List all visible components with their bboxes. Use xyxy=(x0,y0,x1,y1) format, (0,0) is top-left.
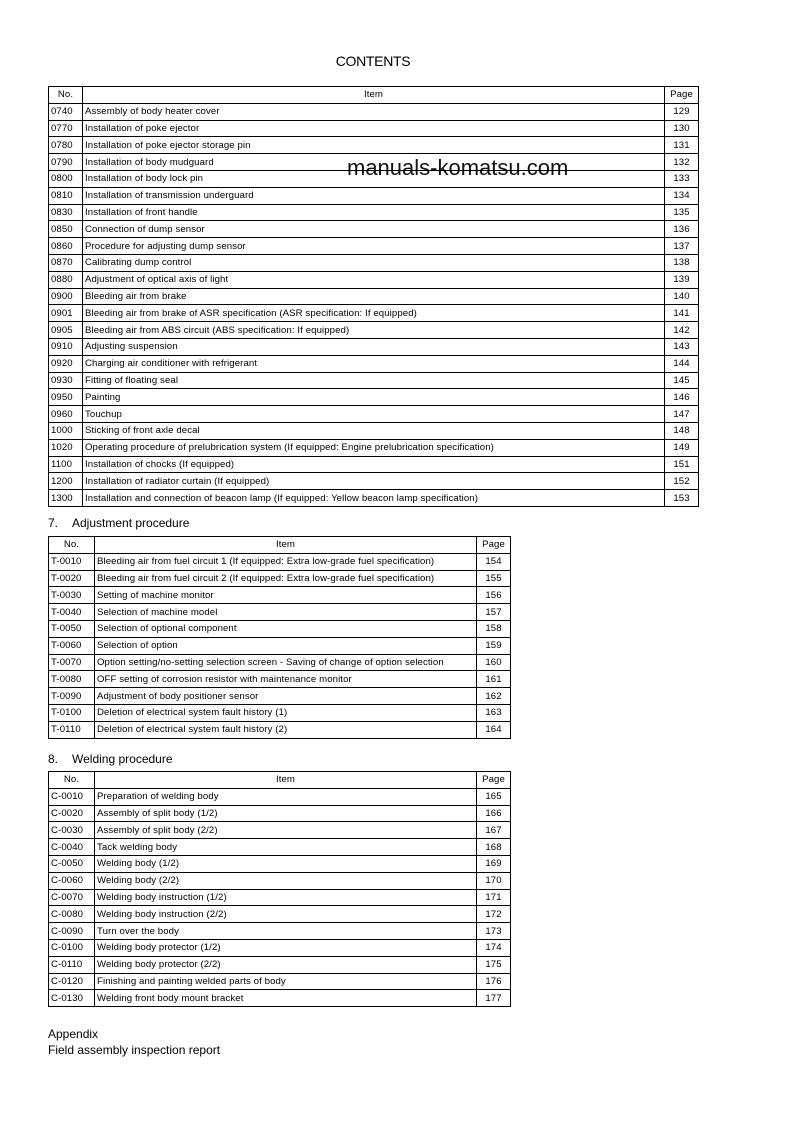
table-row xyxy=(49,473,699,490)
cell-item: Installation of poke ejector storage pin xyxy=(83,137,665,154)
cell-page: 146 xyxy=(665,389,699,406)
cell-item: Bleeding air from fuel circuit 2 (If equipped: Extra low-grade fuel specification) xyxy=(95,570,477,587)
header-page: Page xyxy=(477,537,511,554)
cell-page: 157 xyxy=(477,604,511,621)
cell-page: 175 xyxy=(477,956,511,973)
table-row xyxy=(49,137,699,154)
cell-item: Deletion of electrical system fault history (2) xyxy=(95,721,477,738)
cell-page: 151 xyxy=(665,456,699,473)
section-number: 7. xyxy=(48,516,59,530)
table-row xyxy=(49,872,511,889)
cell-no: 1300 xyxy=(49,490,83,507)
cell-no: 0900 xyxy=(49,288,83,305)
table-row xyxy=(49,456,699,473)
table-row xyxy=(49,805,511,822)
cell-item: Procedure for adjusting dump sensor xyxy=(83,238,665,255)
cell-page: 149 xyxy=(665,439,699,456)
cell-page: 155 xyxy=(477,570,511,587)
cell-no: T-0010 xyxy=(49,553,95,570)
cell-no: 1020 xyxy=(49,439,83,456)
cell-page: 156 xyxy=(477,587,511,604)
header-page: Page xyxy=(665,87,699,104)
table-row xyxy=(49,637,511,654)
cell-page: 159 xyxy=(477,637,511,654)
cell-no: C-0090 xyxy=(49,923,95,940)
table-header-row xyxy=(49,537,511,554)
cell-no: 0810 xyxy=(49,187,83,204)
cell-no: C-0030 xyxy=(49,822,95,839)
table-row xyxy=(49,154,699,171)
cell-item: Assembly of split body (1/2) xyxy=(95,805,477,822)
cell-item: Selection of machine model xyxy=(95,604,477,621)
cell-page: 154 xyxy=(477,553,511,570)
cell-item: Bleeding air from ABS circuit (ABS specification: If equipped) xyxy=(83,322,665,339)
cell-no: T-0100 xyxy=(49,704,95,721)
cell-item: Option setting/no-setting selection screen - Saving of change of option selection xyxy=(95,654,477,671)
table-row xyxy=(49,855,511,872)
cell-no: C-0020 xyxy=(49,805,95,822)
cell-no: 0960 xyxy=(49,406,83,423)
table-header-row xyxy=(49,87,699,104)
cell-no: C-0010 xyxy=(49,788,95,805)
cell-page: 177 xyxy=(477,990,511,1007)
cell-page: 140 xyxy=(665,288,699,305)
cell-page: 164 xyxy=(477,721,511,738)
cell-no: 0930 xyxy=(49,372,83,389)
cell-page: 147 xyxy=(665,406,699,423)
cell-page: 160 xyxy=(477,654,511,671)
cell-page: 142 xyxy=(665,322,699,339)
table-row xyxy=(49,587,511,604)
cell-no: T-0110 xyxy=(49,721,95,738)
table-row xyxy=(49,973,511,990)
cell-item: Touchup xyxy=(83,406,665,423)
cell-page: 135 xyxy=(665,204,699,221)
table-row xyxy=(49,553,511,570)
cell-page: 148 xyxy=(665,422,699,439)
cell-page: 133 xyxy=(665,170,699,187)
cell-no: 0905 xyxy=(49,322,83,339)
table-row xyxy=(49,322,699,339)
cell-item: Assembly of body heater cover xyxy=(83,103,665,120)
cell-no: C-0130 xyxy=(49,990,95,1007)
cell-item: Welding body instruction (1/2) xyxy=(95,889,477,906)
cell-page: 137 xyxy=(665,238,699,255)
cell-item: Preparation of welding body xyxy=(95,788,477,805)
table-row xyxy=(49,688,511,705)
cell-no: 1100 xyxy=(49,456,83,473)
table-row xyxy=(49,906,511,923)
cell-item: Assembly of split body (2/2) xyxy=(95,822,477,839)
cell-page: 139 xyxy=(665,271,699,288)
header-no: No. xyxy=(49,537,95,554)
cell-item: Welding front body mount bracket xyxy=(95,990,477,1007)
cell-item: Charging air conditioner with refrigerant xyxy=(83,355,665,372)
table-row xyxy=(49,654,511,671)
cell-page: 129 xyxy=(665,103,699,120)
header-page: Page xyxy=(477,772,511,789)
table-row xyxy=(49,822,511,839)
cell-page: 141 xyxy=(665,305,699,322)
cell-no: 0901 xyxy=(49,305,83,322)
cell-item: Calibrating dump control xyxy=(83,254,665,271)
table-row xyxy=(49,490,699,507)
cell-no: T-0080 xyxy=(49,671,95,688)
cell-page: 143 xyxy=(665,338,699,355)
cell-item: Welding body (2/2) xyxy=(95,872,477,889)
cell-no: T-0090 xyxy=(49,688,95,705)
cell-item: Finishing and painting welded parts of body xyxy=(95,973,477,990)
table-row xyxy=(49,923,511,940)
header-no: No. xyxy=(49,772,95,789)
cell-item: Adjustment of optical axis of light xyxy=(83,271,665,288)
table-header-row xyxy=(49,772,511,789)
cell-item: Bleeding air from brake of ASR specification (ASR specification: If equipped) xyxy=(83,305,665,322)
cell-no: C-0110 xyxy=(49,956,95,973)
cell-no: 0910 xyxy=(49,338,83,355)
cell-page: 174 xyxy=(477,939,511,956)
cell-page: 132 xyxy=(665,154,699,171)
header-no: No. xyxy=(49,87,83,104)
appendix-item: Field assembly inspection report xyxy=(48,1043,221,1057)
cell-item: Setting of machine monitor xyxy=(95,587,477,604)
cell-page: 169 xyxy=(477,855,511,872)
header-item: Item xyxy=(95,537,477,554)
cell-no: T-0040 xyxy=(49,604,95,621)
cell-no: C-0040 xyxy=(49,839,95,856)
cell-no: C-0070 xyxy=(49,889,95,906)
cell-no: 0860 xyxy=(49,238,83,255)
cell-item: Adjusting suspension xyxy=(83,338,665,355)
cell-item: Welding body protector (1/2) xyxy=(95,939,477,956)
table-row xyxy=(49,570,511,587)
cell-page: 131 xyxy=(665,137,699,154)
cell-item: Selection of option xyxy=(95,637,477,654)
cell-no: 0800 xyxy=(49,170,83,187)
table-row xyxy=(49,170,699,187)
table-row xyxy=(49,103,699,120)
cell-no: 0850 xyxy=(49,221,83,238)
cell-no: 0770 xyxy=(49,120,83,137)
cell-page: 144 xyxy=(665,355,699,372)
cell-no: C-0050 xyxy=(49,855,95,872)
cell-no: 0880 xyxy=(49,271,83,288)
table-row xyxy=(49,254,699,271)
table-row xyxy=(49,288,699,305)
cell-page: 130 xyxy=(665,120,699,137)
cell-page: 167 xyxy=(477,822,511,839)
cell-page: 158 xyxy=(477,620,511,637)
cell-no: T-0020 xyxy=(49,570,95,587)
contents-table-main xyxy=(48,86,699,507)
cell-item: Installation of transmission underguard xyxy=(83,187,665,204)
cell-page: 176 xyxy=(477,973,511,990)
cell-item: Fitting of floating seal xyxy=(83,372,665,389)
table-row xyxy=(49,839,511,856)
cell-no: C-0120 xyxy=(49,973,95,990)
cell-no: T-0060 xyxy=(49,637,95,654)
contents-table-adjustment xyxy=(48,536,511,739)
cell-no: T-0050 xyxy=(49,620,95,637)
cell-no: C-0100 xyxy=(49,939,95,956)
table-row xyxy=(49,221,699,238)
table-row xyxy=(49,422,699,439)
table-row xyxy=(49,990,511,1007)
cell-page: 172 xyxy=(477,906,511,923)
table-row xyxy=(49,620,511,637)
cell-no: 0740 xyxy=(49,103,83,120)
cell-no: 1200 xyxy=(49,473,83,490)
cell-item: Installation of radiator curtain (If equipped) xyxy=(83,473,665,490)
table-row xyxy=(49,271,699,288)
table-row xyxy=(49,238,699,255)
cell-no: 0830 xyxy=(49,204,83,221)
section-title: Adjustment procedure xyxy=(72,516,190,530)
section-heading-adjustment xyxy=(48,516,189,530)
cell-item: Installation of front handle xyxy=(83,204,665,221)
watermark: manuals-komatsu.com xyxy=(347,155,569,180)
cell-item: Deletion of electrical system fault history (1) xyxy=(95,704,477,721)
cell-page: 136 xyxy=(665,221,699,238)
cell-item: Installation of body mudguard xyxy=(83,154,665,171)
contents-table-welding xyxy=(48,771,511,1007)
cell-no: T-0030 xyxy=(49,587,95,604)
cell-item: Turn over the body xyxy=(95,923,477,940)
table-row xyxy=(49,439,699,456)
table-row xyxy=(49,788,511,805)
cell-no: 0920 xyxy=(49,355,83,372)
cell-item: Tack welding body xyxy=(95,839,477,856)
table-row xyxy=(49,956,511,973)
table-row xyxy=(49,338,699,355)
appendix-heading: Appendix xyxy=(48,1027,99,1041)
cell-item: Selection of optional component xyxy=(95,620,477,637)
table-row xyxy=(49,939,511,956)
cell-item: Sticking of front axle decal xyxy=(83,422,665,439)
section-title: Welding procedure xyxy=(72,752,173,766)
table-row xyxy=(49,305,699,322)
section-heading-welding xyxy=(48,752,173,766)
cell-no: 0870 xyxy=(49,254,83,271)
cell-page: 165 xyxy=(477,788,511,805)
cell-item: Welding body instruction (2/2) xyxy=(95,906,477,923)
table-row xyxy=(49,355,699,372)
cell-item: Bleeding air from fuel circuit 1 (If equipped: Extra low-grade fuel specification) xyxy=(95,553,477,570)
cell-no: 0950 xyxy=(49,389,83,406)
header-item: Item xyxy=(95,772,477,789)
cell-no: C-0080 xyxy=(49,906,95,923)
cell-page: 163 xyxy=(477,704,511,721)
cell-item: Adjustment of body positioner sensor xyxy=(95,688,477,705)
section-number: 8. xyxy=(48,752,59,766)
header-item: Item xyxy=(83,87,665,104)
cell-page: 145 xyxy=(665,372,699,389)
cell-item: Painting xyxy=(83,389,665,406)
cell-no: T-0070 xyxy=(49,654,95,671)
cell-page: 161 xyxy=(477,671,511,688)
cell-item: OFF setting of corrosion resistor with maintenance monitor xyxy=(95,671,477,688)
cell-item: Installation of chocks (If equipped) xyxy=(83,456,665,473)
table-row xyxy=(49,204,699,221)
cell-item: Bleeding air from brake xyxy=(83,288,665,305)
cell-page: 168 xyxy=(477,839,511,856)
table-row xyxy=(49,389,699,406)
cell-page: 170 xyxy=(477,872,511,889)
cell-item: Welding body (1/2) xyxy=(95,855,477,872)
cell-item: Installation and connection of beacon lamp (If equipped: Yellow beacon lamp specification) xyxy=(83,490,665,507)
cell-item: Welding body protector (2/2) xyxy=(95,956,477,973)
cell-item: Connection of dump sensor xyxy=(83,221,665,238)
table-row xyxy=(49,372,699,389)
table-row xyxy=(49,187,699,204)
cell-page: 138 xyxy=(665,254,699,271)
table-row xyxy=(49,704,511,721)
table-row xyxy=(49,671,511,688)
cell-page: 166 xyxy=(477,805,511,822)
cell-no: C-0060 xyxy=(49,872,95,889)
cell-item: Installation of poke ejector xyxy=(83,120,665,137)
table-row xyxy=(49,604,511,621)
cell-item: Installation of body lock pin xyxy=(83,170,665,187)
cell-no: 0790 xyxy=(49,154,83,171)
table-row xyxy=(49,721,511,738)
cell-no: 1000 xyxy=(49,422,83,439)
cell-page: 171 xyxy=(477,889,511,906)
table-row xyxy=(49,889,511,906)
cell-page: 134 xyxy=(665,187,699,204)
cell-no: 0780 xyxy=(49,137,83,154)
cell-page: 152 xyxy=(665,473,699,490)
cell-page: 162 xyxy=(477,688,511,705)
table-row xyxy=(49,120,699,137)
table-row xyxy=(49,406,699,423)
cell-page: 173 xyxy=(477,923,511,940)
page-title: CONTENTS xyxy=(335,53,411,69)
cell-page: 153 xyxy=(665,490,699,507)
cell-item: Operating procedure of prelubrication system (If equipped: Engine prelubrication specification) xyxy=(83,439,665,456)
